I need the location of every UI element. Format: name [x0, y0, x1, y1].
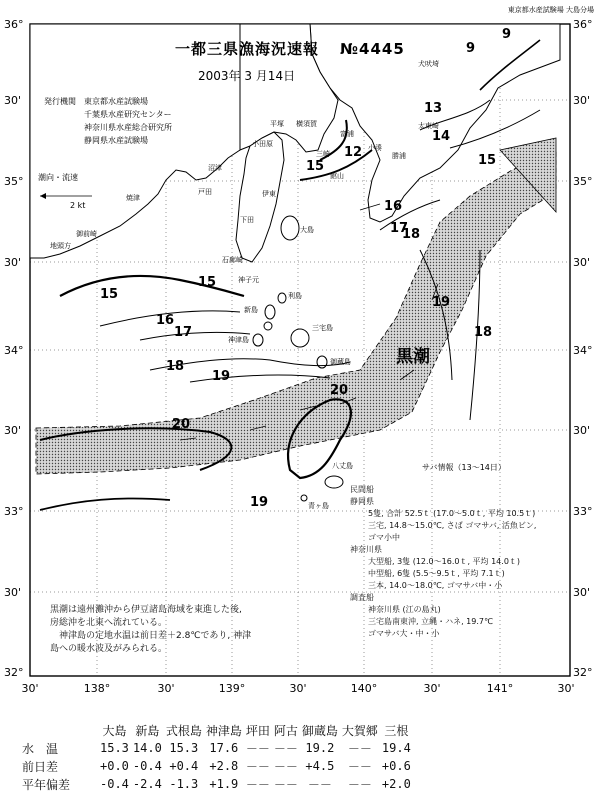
table-header-row — [20, 722, 413, 739]
island-aogashima — [301, 495, 307, 501]
notes-title: 民間船 — [350, 485, 374, 494]
shizuoka-head: 静岡県 — [350, 497, 374, 506]
cell: -0.4 — [132, 759, 162, 773]
lon-2: 30' — [157, 682, 175, 695]
lat-left-6: 33° — [4, 505, 24, 518]
island-miyakejima — [291, 329, 309, 347]
cell: 19.2 — [305, 741, 335, 755]
kanagawa-line: 大型船, 3隻 (12.0～16.0ｔ, 平均 14.0ｔ) — [368, 557, 521, 566]
place-misaki: 三崎 — [316, 150, 330, 158]
cell: 15.3 — [100, 741, 129, 755]
cell: 14.0 — [132, 741, 162, 755]
island-kozushima — [253, 334, 263, 346]
place-omaezaki: 御前崎 — [76, 230, 97, 238]
cell: +0.4 — [169, 759, 199, 773]
station-header: 三根 — [384, 724, 409, 738]
shizuoka-line: ゴマ小中 — [368, 533, 400, 542]
cell: +1.9 — [209, 777, 239, 791]
table-row — [20, 775, 413, 793]
summary-line: 神津島の定地水温は前日差＋2.8℃であり, 神津 — [50, 631, 252, 641]
station-header: 阿古 — [273, 724, 298, 738]
lon-8: 30' — [557, 682, 575, 695]
place-hiratsuka: 平塚 — [270, 120, 284, 128]
cell: －－ — [245, 759, 270, 774]
cell: -2.4 — [132, 777, 162, 791]
place-ito: 伊東 — [262, 190, 276, 198]
cell: +4.5 — [305, 759, 335, 773]
station-header: 神津島 — [205, 724, 242, 738]
contour-label: 14 — [432, 129, 451, 144]
island-hachijojima — [325, 476, 343, 488]
summary-line: 黒潮は遠州灘沖から伊豆諸島海域を東進した後, — [50, 605, 242, 615]
lat-left-3: 30' — [4, 256, 22, 269]
lon-0: 30' — [21, 682, 39, 695]
station-header: 御蔵島 — [301, 724, 338, 738]
contour-label: 19 — [432, 295, 451, 310]
saba-info: サバ情報（13～14日） — [422, 463, 506, 472]
place-yokosuka: 横須賀 — [296, 120, 317, 128]
place-shimoda: 下田 — [240, 216, 254, 224]
place-kamio: 神子元 — [238, 276, 259, 284]
contour-label: 15 — [198, 275, 217, 290]
place-mikura: 御蔵島 — [330, 358, 351, 366]
shizuoka-line: 5隻, 合計 52.5ｔ (17.0～5.0ｔ, 平均 10.5ｔ) — [368, 509, 536, 518]
survey-head: 調査船 — [350, 593, 374, 602]
cell: －－ — [273, 741, 298, 756]
lon-3: 139° — [218, 682, 246, 695]
issuer-2: 千葉県水産研究センター — [84, 110, 172, 119]
contour-label: 16 — [156, 313, 175, 328]
lat-right-1: 30' — [573, 94, 591, 107]
cell: -1.3 — [169, 777, 199, 791]
summary-text — [50, 604, 350, 656]
place-jitou: 地頭方 — [50, 242, 71, 250]
lat-left-5: 30' — [4, 424, 22, 437]
place-tsuka: 石廊崎 — [222, 256, 243, 264]
legend-current: 潮向・流速 — [38, 173, 78, 182]
row-label: 前日差 — [22, 759, 59, 774]
cell: －－ — [273, 777, 298, 792]
lat-left-0: 36° — [4, 18, 24, 31]
cell: －－ — [347, 741, 372, 756]
place-tateyama: 館山 — [330, 172, 344, 180]
place-kominato: 小湊 — [368, 144, 382, 152]
contour-label: 20 — [172, 417, 191, 432]
place-toshima: 利島 — [288, 292, 302, 300]
lon-1: 138° — [83, 682, 111, 695]
island-niijima — [265, 305, 275, 319]
cell: 15.3 — [169, 741, 199, 755]
contour-label: 9 — [502, 27, 512, 42]
contour-label: 15 — [478, 153, 497, 168]
cell: +0.6 — [381, 759, 411, 773]
island-shikinejima — [264, 322, 272, 330]
lon-4: 30' — [289, 682, 307, 695]
cell: +2.8 — [209, 759, 239, 773]
cell: －－ — [245, 741, 270, 756]
contour-label: 18 — [166, 359, 185, 374]
lat-right-3: 30' — [573, 256, 591, 269]
contour-label: 18 — [474, 325, 493, 340]
cell: －－ — [307, 777, 332, 792]
lon-7: 141° — [486, 682, 514, 695]
bulletin-title: 一都三県漁海況速報 — [175, 40, 320, 58]
lat-left-4: 34° — [4, 344, 24, 357]
kanagawa-line: 三本, 14.0～18.0℃, ゴマサバ中・小 — [368, 581, 503, 590]
lat-left-8: 32° — [4, 666, 24, 679]
lat-left-2: 35° — [4, 175, 24, 188]
place-kozu: 神津島 — [228, 336, 249, 344]
contour-label: 15 — [100, 287, 119, 302]
lat-left-7: 30' — [4, 586, 22, 599]
place-yaizu: 焼津 — [126, 194, 140, 202]
station-header: 新島 — [135, 724, 160, 738]
contour-label: 12 — [344, 145, 363, 160]
station-header: 大島 — [102, 724, 127, 738]
lat-right-6: 33° — [573, 505, 593, 518]
contour-label: 9 — [466, 41, 476, 56]
issuer-4: 静岡県水産試験場 — [84, 136, 148, 145]
lat-left-1: 30' — [4, 94, 22, 107]
lat-right-8: 32° — [573, 666, 593, 679]
cell: －－ — [245, 777, 270, 792]
station-header: 式根島 — [165, 724, 202, 738]
contour-label: 16 — [384, 199, 403, 214]
issue-number: №4445 — [340, 40, 405, 58]
issuer-1: 東京都水産試験場 — [84, 97, 148, 106]
place-numazu: 沼津 — [208, 164, 222, 172]
lat-axis-right — [573, 18, 593, 679]
contour-label: 20 — [330, 383, 349, 398]
contour-label: 18 — [402, 227, 421, 242]
cell: 19.4 — [381, 741, 411, 755]
contour-label: 15 — [306, 159, 325, 174]
row-label: 平年偏差 — [22, 777, 71, 792]
water-temp-table — [20, 722, 413, 793]
cell: －－ — [273, 759, 298, 774]
survey-line: ゴマサバ大・中・小 — [368, 629, 440, 638]
kanagawa-line: 中型船, 6隻 (5.5～9.5ｔ, 平均 7.1ｔ) — [368, 569, 505, 578]
fishing-notes — [350, 484, 566, 640]
lon-axis — [21, 682, 574, 695]
cell: -0.4 — [100, 777, 129, 791]
summary-line: 島への暖水波及がみられる。 — [50, 644, 168, 654]
summary-line: 房総沖を北東へ流れている。 — [50, 618, 168, 628]
issuer-label: 発行機関 — [44, 97, 76, 106]
lat-right-2: 35° — [573, 175, 593, 188]
cell: +0.0 — [100, 759, 129, 773]
contour-label: 17 — [390, 221, 409, 236]
legend-speed: 2 kt — [70, 201, 86, 210]
place-hachijo: 八丈島 — [332, 462, 353, 470]
issuer-3: 神奈川県水産総合研究所 — [84, 123, 172, 132]
survey-line: 神奈川県 (江の島丸) — [368, 605, 441, 614]
table-row — [20, 739, 413, 757]
place-oshima: 大島 — [300, 226, 314, 234]
table-row — [20, 757, 413, 775]
lat-right-0: 36° — [573, 18, 593, 31]
place-aoga: 青ヶ島 — [308, 502, 329, 510]
place-taito: 太東崎 — [418, 122, 439, 130]
kuroshio-label: 黒潮 — [396, 347, 430, 367]
place-odawara: 小田原 — [252, 140, 273, 148]
lon-5: 140° — [350, 682, 378, 695]
row-label: 水 温 — [22, 741, 59, 756]
lon-6: 30' — [423, 682, 441, 695]
place-niijima: 新島 — [244, 306, 258, 314]
cell: －－ — [347, 777, 372, 792]
contour-label: 13 — [424, 101, 443, 116]
place-inubo: 犬吠埼 — [418, 60, 439, 68]
place-miyake: 三宅島 — [312, 324, 333, 332]
island-toshima — [278, 293, 286, 303]
cell: +2.0 — [381, 777, 411, 791]
corner-org: 東京都水産試験場 大島分場 — [507, 6, 594, 14]
lat-right-5: 30' — [573, 424, 591, 437]
kanagawa-head: 神奈川県 — [350, 545, 382, 554]
contour-label: 17 — [174, 325, 193, 340]
station-header: 大賀郷 — [341, 724, 378, 738]
lat-right-4: 34° — [573, 344, 593, 357]
bulletin-date: 2003年 3 月14日 — [198, 69, 296, 83]
contour-label: 19 — [250, 495, 269, 510]
cell: 17.6 — [209, 741, 239, 755]
lat-axis-left — [4, 18, 24, 679]
survey-line: 三宅島南東沖, 立縄・ハネ, 19.7℃ — [368, 617, 493, 626]
island-oshima — [281, 216, 299, 240]
cell: －－ — [347, 759, 372, 774]
lat-right-7: 30' — [573, 586, 591, 599]
place-katsuura: 勝浦 — [392, 152, 406, 160]
contour-label: 19 — [212, 369, 231, 384]
station-header: 坪田 — [245, 724, 270, 738]
shizuoka-line: 三宅, 14.8～15.0℃, さば ゴマサバ, 活魚ビン, — [368, 521, 537, 530]
place-heda: 戸田 — [198, 188, 212, 196]
place-futomi: 富浦 — [340, 130, 354, 138]
